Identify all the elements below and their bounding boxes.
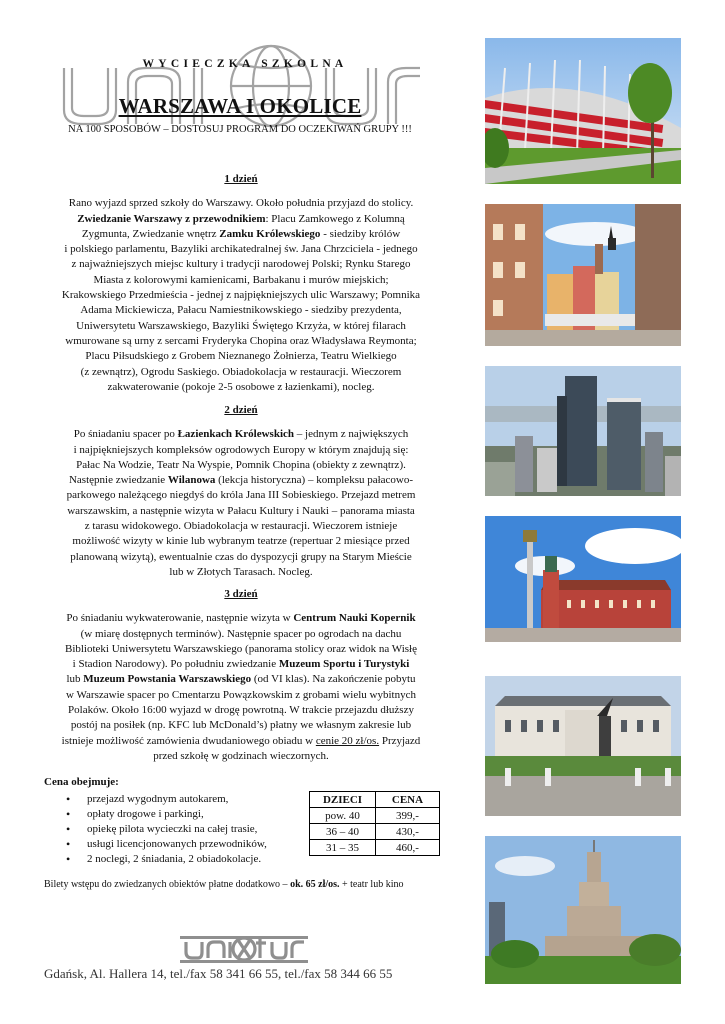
tickets-note xyxy=(44,879,403,890)
day-3-section xyxy=(36,587,446,764)
table-row xyxy=(310,840,440,856)
list-item: • 2 noclegi, 2 śniadania, 2 obiadokolacje. xyxy=(66,852,267,867)
text-run: lub w Złotych Tarasach. Nocleg. xyxy=(169,565,313,578)
bold-text: Łazienkach Królewskich xyxy=(177,428,295,441)
price-table xyxy=(309,791,440,856)
text-run: parkowego należącego niegdyś do króla Jana III Sobieskiego. Przejazd metrem xyxy=(66,489,416,502)
bold-text: Muzeum Powstania Warszawskiego xyxy=(83,673,252,686)
text-run: lub xyxy=(66,673,84,686)
text-run: istnieje możliwość zamówienia dwudaniowego obiadu w xyxy=(61,734,316,747)
bold-text: Muzeum Sportu i Turystyki xyxy=(278,658,410,671)
price-includes-heading: Cena obejmuje: xyxy=(44,776,119,788)
bold-text: Zwiedzanie Warszawy z przewodnikiem xyxy=(77,212,266,225)
text-run: Polaków. Około 16:00 wyjazd w drogę powrotną. W trakcie przejazdu dłuższy xyxy=(68,704,414,717)
text-run: i polskiego parlamentu, Bazyliki archikatedralnej św. Jana Chrzciciela - jednego xyxy=(64,243,418,256)
day-1-section xyxy=(36,172,446,395)
royal-castle-photo xyxy=(485,516,681,642)
day-1-heading: 1 dzień xyxy=(224,173,258,185)
text-run: Pałac Na Wodzie, Teatr Na Wyspie, Pomnik Chopina (obiekty z zewnątrz). xyxy=(76,458,406,471)
column-header-price: CENA xyxy=(376,792,440,808)
list-item: • usługi licencjonowanych przewodników, xyxy=(66,837,267,852)
text-run: planowaną wizytą), ewentualnie czas do dyspozycji grupy na Starym Mieście xyxy=(70,550,412,563)
text-run: Rano wyjazd sprzed szkoły do Warszawy. Około południa przyjazd do stolicy. xyxy=(68,197,414,210)
text-run: wmurowane są urny z sercami Fryderyka Chopina oraz Władysława Reymonta; xyxy=(65,334,417,347)
day-2-section xyxy=(36,403,446,580)
text-run: i najpiękniejszych kompleksów ogrodowych Europy w którym znajdują się: xyxy=(73,443,409,456)
price-includes-list xyxy=(66,792,267,867)
day-2-description xyxy=(36,427,446,580)
table-header-row xyxy=(310,792,440,808)
day-2-heading: 2 dzień xyxy=(224,404,258,416)
table-cell: 31 – 35 xyxy=(310,840,376,856)
list-item: • przejazd wygodnym autokarem, xyxy=(66,792,267,807)
text-run: + teatr lub kino xyxy=(339,879,404,890)
underlined-text: cenie 20 zł/os. xyxy=(315,734,380,747)
text-run: z najważniejszych miejsc kultury i tradycji narodowej Polski; Rynku Starego xyxy=(71,258,411,271)
unitur-logo-background xyxy=(58,38,428,134)
unitur-logo xyxy=(180,928,308,966)
text-run: Po śniadaniu spacer po xyxy=(73,428,178,441)
text-run: z tarasu widokowego. Obiadokolacja w restauracji. Wieczorem istnieje xyxy=(84,520,398,533)
subtitle-school-trip: WYCIECZKA SZKOLNA xyxy=(142,58,348,70)
text-run: Bilety wstępu do zwiedzanych obiektów płatne dodatkowo – xyxy=(44,879,291,890)
text-run: w Warszawie spacer po Cmentarzu Powązkowskim z grobami wielu wybitnych xyxy=(66,688,416,701)
table-row xyxy=(310,824,440,840)
text-run: - siedziby królów xyxy=(320,227,401,240)
table-cell: 460,- xyxy=(376,840,440,856)
text-run: Adama Mickiewicza, Pałacu Namiestnikowskiego - siedziby prezydenta, xyxy=(80,304,402,317)
old-town-photo xyxy=(485,204,681,346)
text-run: (z zewnątrz), Ogrodu Saskiego. Obiadokolacja w restauracji. Wieczorem xyxy=(80,365,402,378)
slogan: NA 100 SPOSOBÓW – DOSTOSUJ PROGRAM DO OCZEKIWAŃ GRUPY !!! xyxy=(68,124,412,135)
table-cell: 36 – 40 xyxy=(310,824,376,840)
text-run: Uniwersytetu Warszawskiego, Bazyliki Świętego Krzyża, w której filarach xyxy=(76,319,406,332)
text-run: postój na posiłek (np. KFC lub McDonald’s) płatny we własnym zakresie lub xyxy=(70,719,412,732)
column-header-children: DZIECI xyxy=(310,792,376,808)
text-run: Biblioteki Uniwersytetu Warszawskiego (panorama stolicy oraz widok na Wisłę xyxy=(64,642,417,655)
list-item: • opiekę pilota wycieczki na całej trasie, xyxy=(66,822,267,837)
text-run: : Placu Zamkowego z Kolumną xyxy=(265,212,405,225)
text-run: Następnie zwiedzanie xyxy=(68,474,168,487)
table-row xyxy=(310,808,440,824)
text-run: Przyjazd xyxy=(379,734,421,747)
list-item: • opłaty drogowe i parkingi, xyxy=(66,807,267,822)
text-run: i Stadion Narodowy). Po południu zwiedzanie xyxy=(72,658,279,671)
text-run: zakwaterowanie (pokoje 2-5 osobowe z łazienkami), nocleg. xyxy=(107,380,375,393)
table-cell: 430,- xyxy=(376,824,440,840)
text-run: (lekcja historyczna) – kompleksu pałacowo- xyxy=(215,474,414,487)
text-run: – jednym z największych xyxy=(294,428,409,441)
bold-text: Wilanowa xyxy=(167,474,216,487)
text-run: przed szkołę w godzinach wieczornych. xyxy=(153,749,329,762)
table-cell: pow. 40 xyxy=(310,808,376,824)
text-run: Placu Piłsudskiego z Grobem Nieznanego Żołnierza, Teatru Wielkiego xyxy=(85,350,397,363)
bold-text: ok. 65 zł/os. xyxy=(290,879,340,890)
text-run: Po śniadaniu wykwaterowanie, następnie wizyta w xyxy=(66,612,294,625)
day-3-description xyxy=(36,611,446,764)
text-run: warszawskim, a następnie wizyta w Pałacu Kultury i Nauki – panorama miasta xyxy=(67,504,415,517)
footer-address: Gdańsk, Al. Hallera 14, tel./fax 58 341 66 55, tel./fax 58 344 66 55 xyxy=(44,966,393,981)
day-1-description xyxy=(36,196,446,395)
text-run: Zygmunta, Zwiedzanie wnętrz xyxy=(81,227,220,240)
text-run: Krakowskiego Przedmieścia - jednej z najpiękniejszych ulic Warszawy; Pomnika xyxy=(61,289,421,302)
bold-text: Zamku Królewskiego xyxy=(219,227,321,240)
table-cell: 399,- xyxy=(376,808,440,824)
day-3-heading: 3 dzień xyxy=(224,588,258,600)
text-run: Miasta z kolorowymi kamienicami, Barbakanu i murów miejskich; xyxy=(93,273,389,286)
page-title: WARSZAWA I OKOLICE xyxy=(118,94,362,118)
presidential-palace-photo xyxy=(485,676,681,816)
text-run: możliwość wizyty w kinie lub wybranym teatrze (repertuar 2 miesiące przed xyxy=(72,535,410,548)
palace-of-culture-photo xyxy=(485,836,681,984)
skyscrapers-photo xyxy=(485,366,681,496)
text-run: (w miarę dostępnych terminów). Następnie spacer po ogrodach na dachu xyxy=(80,627,402,640)
text-run: (od VI klas). Na zakończenie pobytu xyxy=(251,673,416,686)
bold-text: Centrum Nauki Kopernik xyxy=(293,612,416,625)
stadium-photo xyxy=(485,38,681,184)
